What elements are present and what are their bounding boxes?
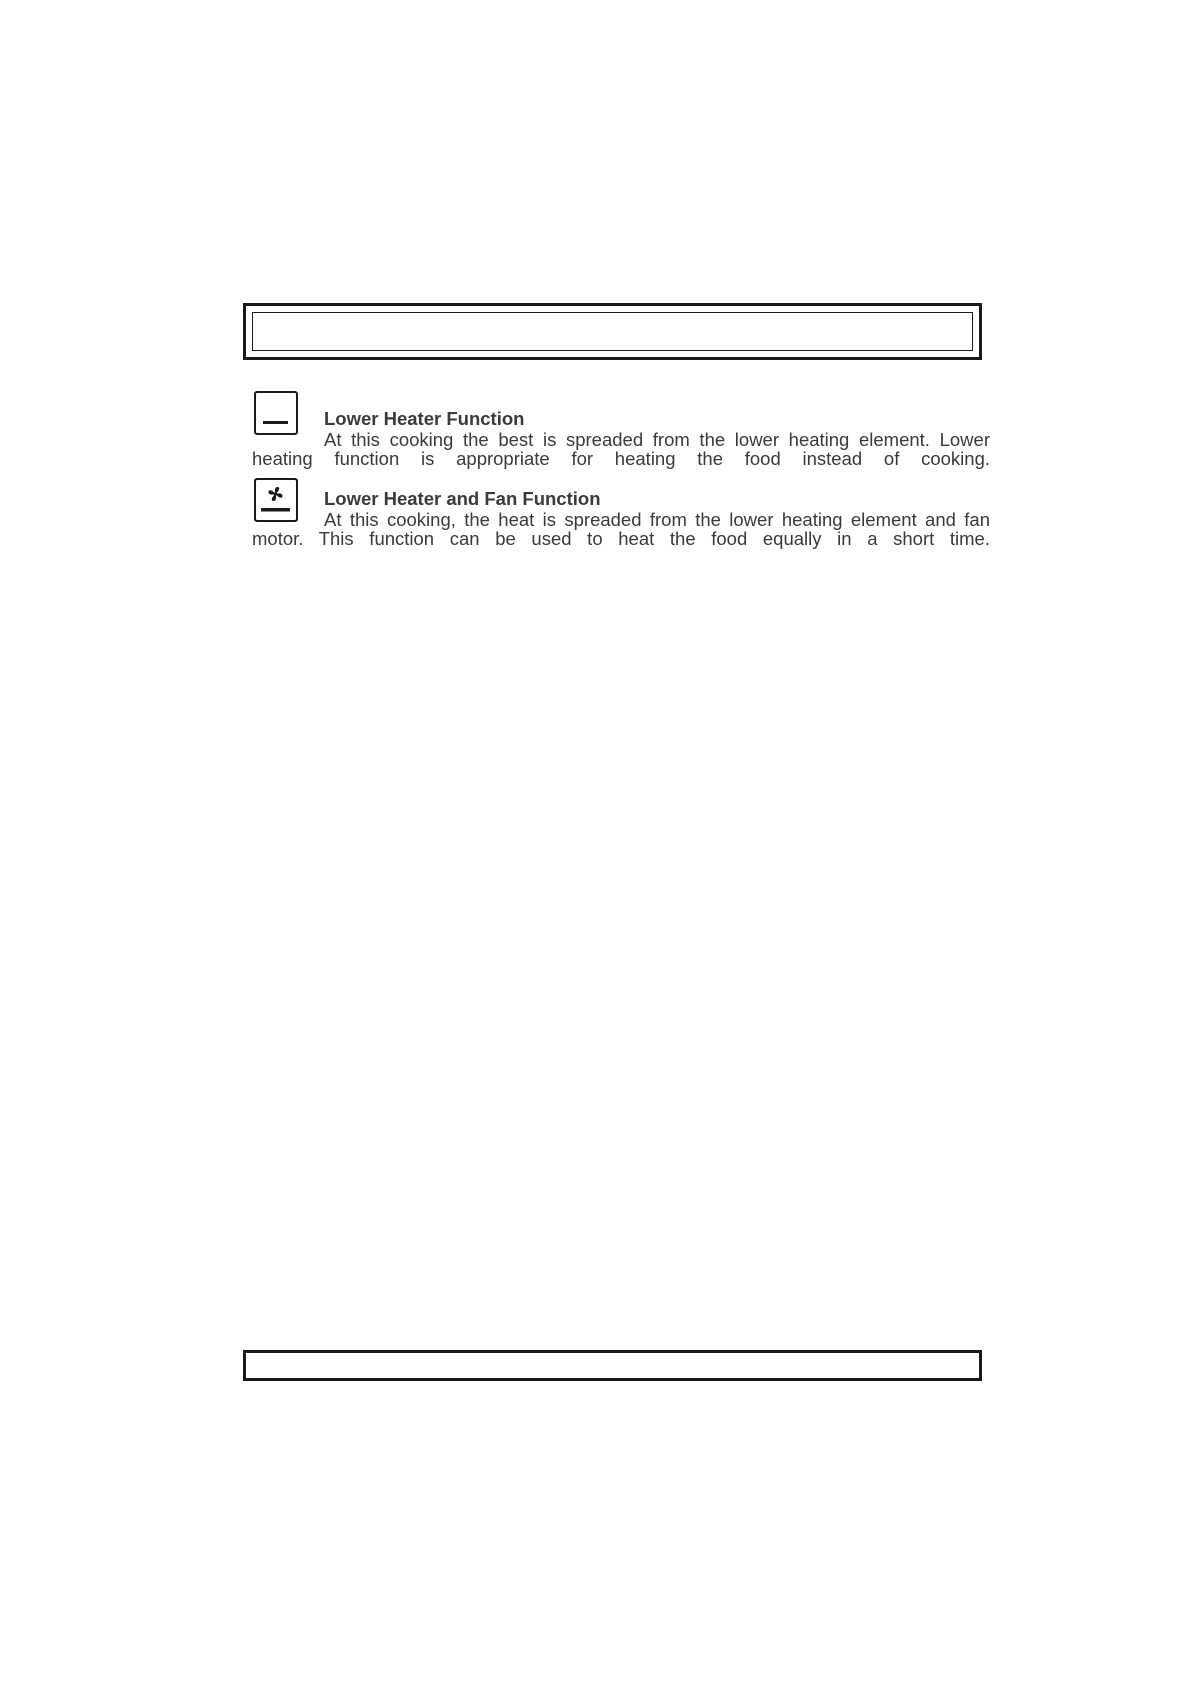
section-text-line: At this cooking, the heat is spreaded from the lower heating element and fan [324, 509, 990, 530]
footer-frame [243, 1350, 982, 1381]
header-frame-inner [252, 312, 973, 351]
section-text-line: motor. This function can be used to heat the food equally in a short time. [252, 528, 990, 549]
section-title: Lower Heater Function [324, 408, 525, 429]
lower-heater-fan-icon [254, 478, 298, 522]
section-text-line: At this cooking the best is spreaded from the lower heating element. Lower [324, 429, 990, 450]
header-frame [243, 303, 982, 360]
lower-heater-icon [254, 391, 298, 435]
section-title: Lower Heater and Fan Function [324, 488, 601, 509]
section-text-line: heating function is appropriate for heating the food instead of cooking. [252, 448, 990, 469]
